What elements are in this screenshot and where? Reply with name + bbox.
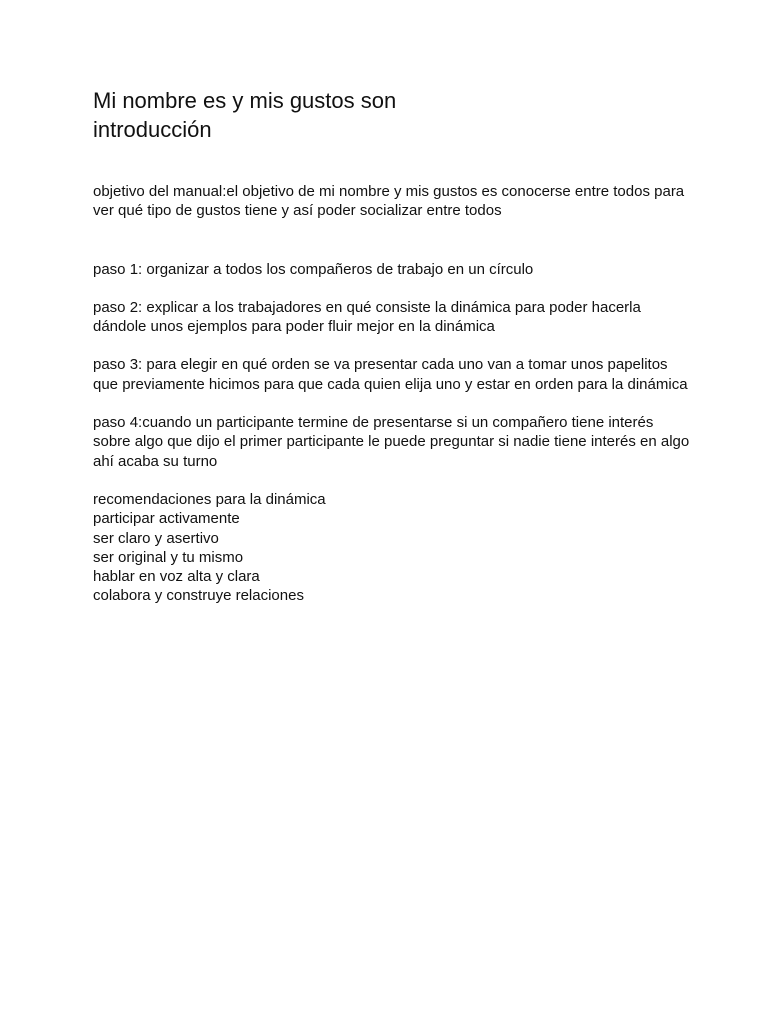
recommendation-item: ser claro y asertivo: [93, 529, 219, 547]
step-2-paragraph: paso 2: explicar a los trabajadores en qué consiste la dinámica para poder hacerla dándole unos ejemplos para poder fluir mejor en la dinámica: [93, 298, 641, 336]
objective-paragraph: objetivo del manual:el objetivo de mi nombre y mis gustos es conocerse entre todos para ver qué tipo de gustos tiene y así poder socializar entre todos: [93, 183, 685, 220]
document-title: [93, 86, 693, 144]
recommendation-item: participar activamente: [93, 510, 240, 528]
step-4-paragraph: paso 4:cuando un participante termine de presentarse si un compañero tiene interés sobre algo que dijo el primer participante le puede preguntar si nadie tiene interés en algo ahí acaba su turno: [93, 414, 690, 470]
document-body: [93, 86, 693, 606]
recommendation-item: ser original y tu mismo: [93, 548, 244, 566]
recommendation-item: colabora y construye relaciones: [93, 587, 304, 605]
step-3-paragraph: paso 3: para elegir en qué orden se va presentar cada uno van a tomar unos papelitos que previamente hicimos para que cada quien elija uno y estar en orden para la dinámica: [93, 356, 688, 393]
title-line-1: Mi nombre es y mis gustos son: [93, 88, 397, 113]
recommendation-item: hablar en voz alta y clara: [93, 568, 260, 586]
title-line-2: introducción: [93, 117, 212, 142]
recommendations-heading: recomendaciones para la dinámica: [93, 490, 326, 508]
step-1-paragraph: paso 1: organizar a todos los compañeros de trabajo en un círculo: [93, 260, 534, 278]
recommendations-list: [93, 509, 693, 605]
